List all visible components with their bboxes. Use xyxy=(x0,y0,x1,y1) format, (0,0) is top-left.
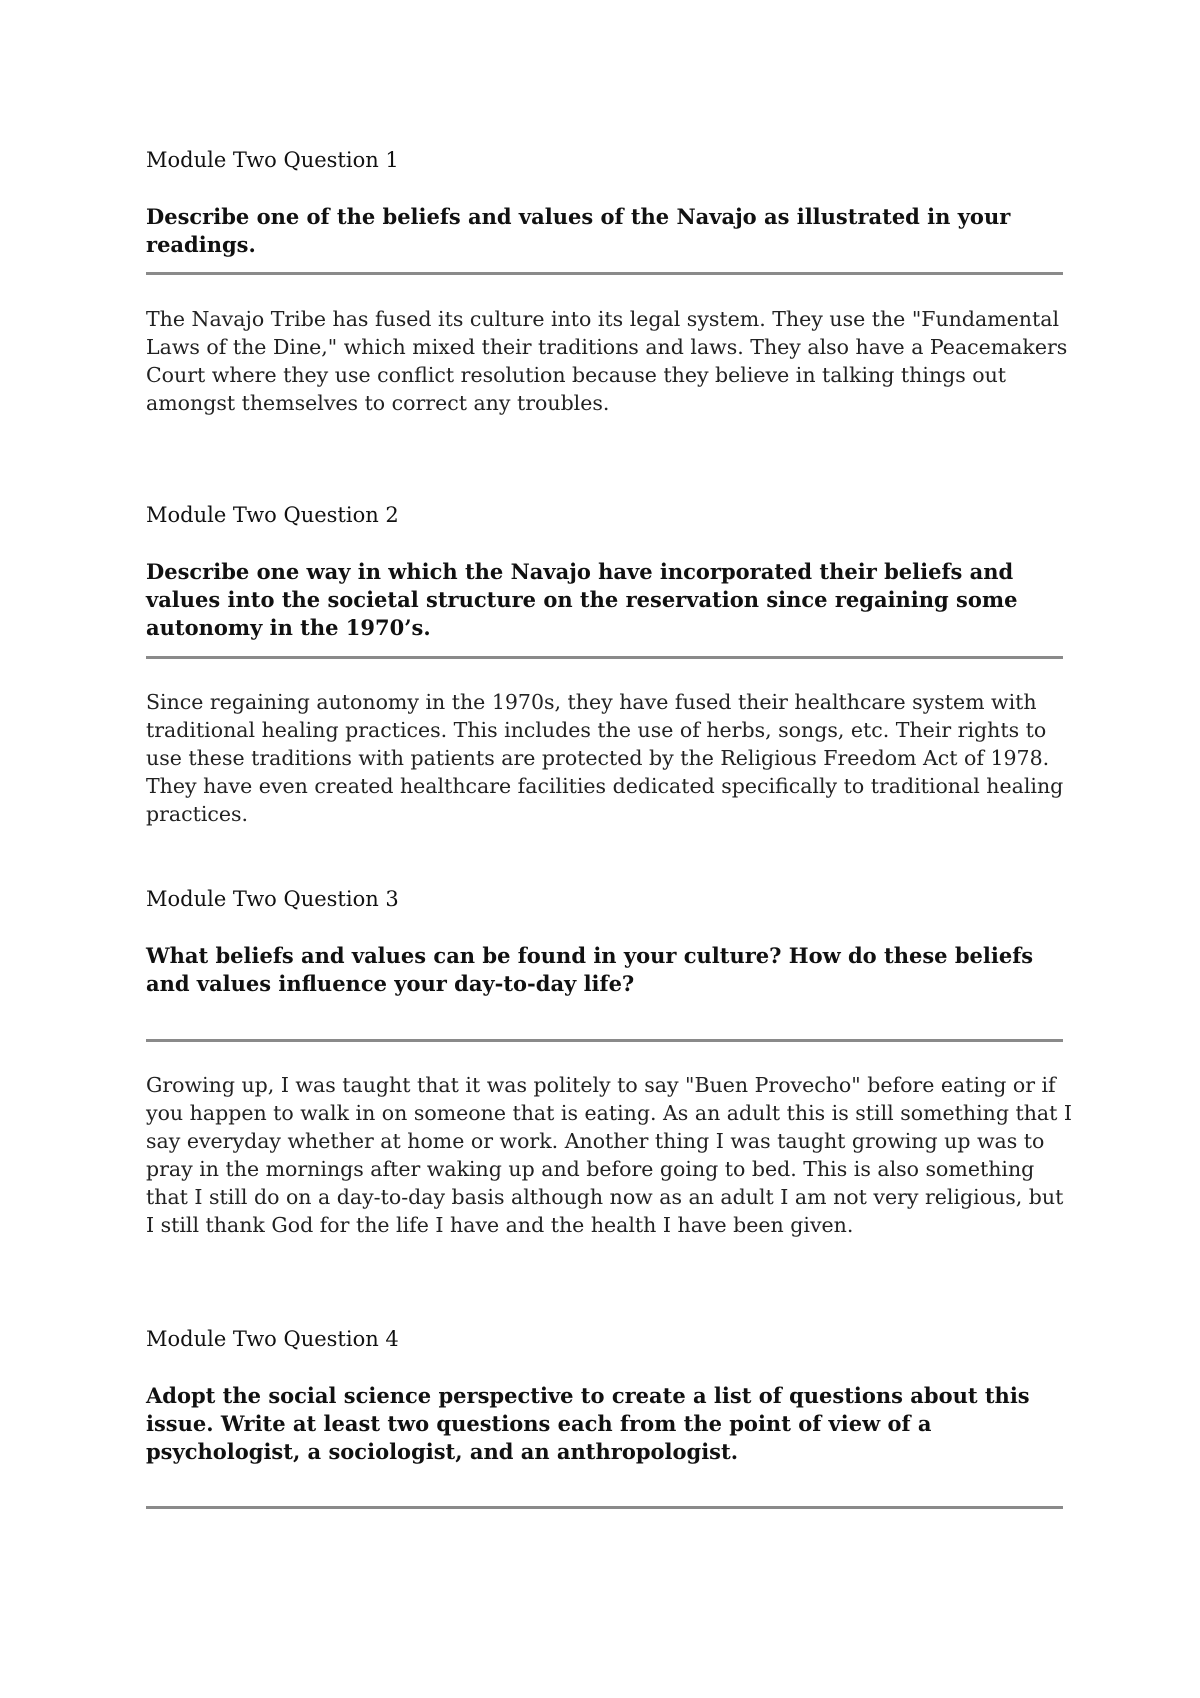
answer-divider xyxy=(146,1506,1063,1509)
answer-text: The Navajo Tribe has fused its culture into its legal system. They use the "Fundamental Laws of the Dine," which mixed their traditions and laws. They also have a Peacemakers Court where they use conflict resolution because they believe in talking things out amongst themselves to correct any troubles. xyxy=(146,307,1068,415)
answer-divider xyxy=(146,1039,1063,1042)
question-prompt-2 xyxy=(146,558,1064,642)
question-prompt-3 xyxy=(146,942,1064,998)
module-title: Module Two Question 2 xyxy=(146,503,399,527)
answer-text: Growing up, I was taught that it was politely to say "Buen Provecho" before eating or if you happen to walk in on someone that is eating. As an adult this is still something that I say everyday whether at home or work. Another thing I was taught growing up was to pray in the mornings after waking up and before going to bed. This is also something that I still do on a day-to-day basis although now as an adult I am not very religious, but I still thank God for the life I have and the health I have been given. xyxy=(146,1073,1073,1237)
answer-divider xyxy=(146,272,1063,275)
question-block-1 xyxy=(146,146,1064,174)
module-title: Module Two Question 3 xyxy=(146,887,399,911)
question-block-3 xyxy=(146,885,1064,913)
module-title: Module Two Question 1 xyxy=(146,148,399,172)
question-text: Describe one way in which the Navajo have incorporated their beliefs and values into the societal structure on the reservation since regaining some autonomy in the 1970’s. xyxy=(146,559,1018,640)
module-title: Module Two Question 4 xyxy=(146,1327,399,1351)
question-prompt-1 xyxy=(146,203,1064,259)
question-text: What beliefs and values can be found in your culture? How do these beliefs and values influence your day-to-day life? xyxy=(146,943,1034,996)
question-text: Describe one of the beliefs and values of the Navajo as illustrated in your readings. xyxy=(146,204,1011,257)
question-block-2 xyxy=(146,501,1064,529)
answer-text: Since regaining autonomy in the 1970s, they have fused their healthcare system with traditional healing practices. This includes the use of herbs, songs, etc. Their rights to use these traditions with patients are protected by the Religious Freedom Act of 1978. They have even created healthcare facilities dedicated specifically to traditional healing practices. xyxy=(146,690,1064,826)
question-block-4 xyxy=(146,1325,1064,1353)
question-text: Adopt the social science perspective to create a list of questions about this issue. Write at least two questions each from the point of view of a psychologist, a sociologist, and an anthropologist. xyxy=(146,1383,1030,1464)
answer-divider xyxy=(146,656,1063,659)
question-prompt-4 xyxy=(146,1382,1064,1466)
